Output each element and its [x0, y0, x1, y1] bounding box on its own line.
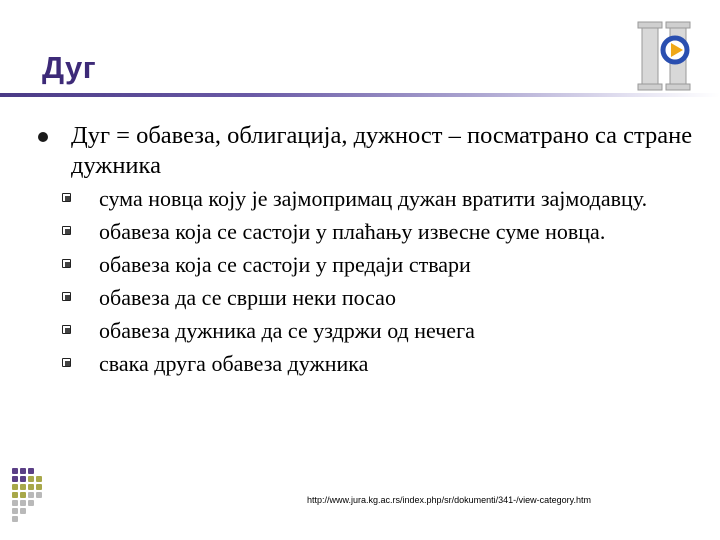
- square-bullet-icon: [62, 325, 71, 334]
- sub-bullet-list: [38, 184, 698, 378]
- sub-bullet-item: [62, 217, 698, 246]
- sub-bullet-text: обавеза која се састоји у предаји ствари: [99, 252, 471, 277]
- sub-bullet-text: сума новца коју је зајмопримац дужан вратити зајмодавцу.: [99, 186, 648, 211]
- square-bullet-icon: [62, 358, 71, 367]
- square-bullet-icon: [62, 292, 71, 301]
- sub-bullet-text: обавеза која се састоји у плаћању извесне суме новца.: [99, 219, 606, 244]
- square-bullet-icon: [62, 193, 71, 202]
- dot-grid-decoration-icon: [8, 468, 48, 524]
- main-bullet-text: Дуг = обавеза, облигација, дужност – посматрано са стране дужника: [71, 122, 693, 179]
- sub-bullet-text: свака друга обавеза дужника: [99, 351, 369, 376]
- title-divider: [0, 93, 720, 97]
- sub-bullet-text: обавеза дужника да се уздржи од нечега: [99, 318, 475, 343]
- main-bullet-item: [38, 121, 698, 181]
- sub-bullet-item: [62, 283, 698, 312]
- square-bullet-icon: [62, 259, 71, 268]
- sub-bullet-item: [62, 349, 698, 378]
- sub-bullet-item: [62, 316, 698, 345]
- sub-bullet-item: [62, 250, 698, 279]
- slide-content: [38, 121, 698, 382]
- sub-bullet-item: [62, 184, 698, 213]
- filled-circle-bullet-icon: [38, 132, 48, 142]
- faculty-logo-icon: [636, 18, 696, 92]
- sub-bullet-text: обавеза да се сврши неки посао: [99, 285, 396, 310]
- source-link[interactable]: http://www.jura.kg.ac.rs/index.php/sr/dokumenti/341-/view-category.htm: [307, 495, 591, 505]
- slide-title: Дуг: [42, 50, 97, 85]
- square-bullet-icon: [62, 226, 71, 235]
